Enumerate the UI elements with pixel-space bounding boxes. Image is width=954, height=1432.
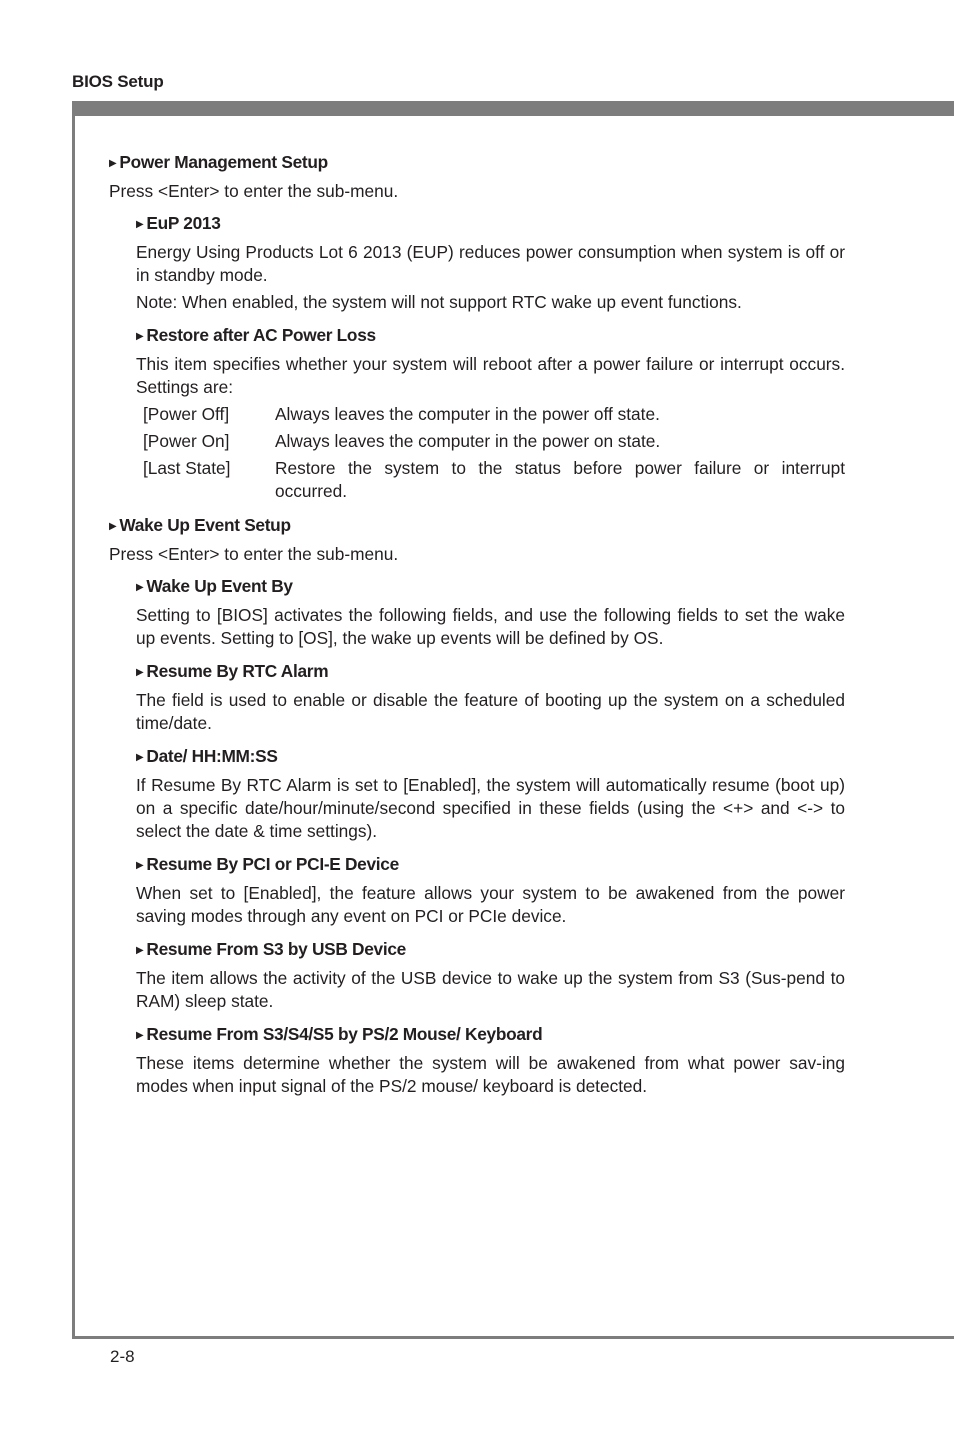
section-title: Wake Up Event Setup (119, 515, 291, 535)
item-paragraph: Energy Using Products Lot 6 2013 (EUP) reduces power consumption when system is off or in standby mode. (136, 242, 845, 285)
item-heading (136, 324, 845, 350)
header-bar (72, 101, 954, 116)
item-date-time (136, 745, 845, 843)
item-resume-from-s3-usb (136, 938, 845, 1013)
item-heading (136, 660, 845, 686)
item-heading (136, 575, 845, 601)
item-paragraph: The item allows the activity of the USB device to wake up the system from S3 (Sus-pend to RAM) sleep state. (136, 968, 845, 1011)
item-restore-ac-power-loss (136, 324, 845, 503)
item-paragraph: If Resume By RTC Alarm is set to [Enabled], the system will automatically resume (boot up) on a specific date/hour/minute/second specified in these fields (using the <+> and <-> to select the date & time settings). (136, 775, 845, 841)
section-title: Power Management Setup (119, 152, 328, 172)
item-title: EuP 2013 (146, 213, 221, 233)
section-wake-up-event (109, 514, 845, 1098)
triangle-bullet-icon: ▶ (136, 219, 144, 230)
triangle-bullet-icon: ▶ (136, 331, 144, 342)
item-heading (136, 1023, 845, 1049)
item-note: Note: When enabled, the system will not support RTC wake up event functions. (136, 292, 742, 312)
item-title: Resume By RTC Alarm (146, 661, 329, 681)
item-paragraph: When set to [Enabled], the feature allows your system to be awakened from the power saving modes through any event on PCI or PCIe device. (136, 883, 845, 926)
triangle-bullet-icon: ▶ (136, 945, 144, 956)
option-key: [Power Off] (143, 404, 230, 424)
option-row (136, 430, 845, 453)
left-border-rule (72, 101, 75, 1339)
item-title: Resume From S3 by USB Device (146, 939, 406, 959)
item-resume-from-ps2 (136, 1023, 845, 1098)
item-resume-by-rtc-alarm (136, 660, 845, 735)
item-paragraph: The field is used to enable or disable the feature of booting up the system on a scheduled time/date. (136, 690, 845, 733)
triangle-bullet-icon: ▶ (136, 1030, 144, 1041)
section-description: Press <Enter> to enter the sub-menu. (109, 181, 399, 201)
triangle-bullet-icon: ▶ (136, 582, 144, 593)
page-header-title: BIOS Setup (72, 72, 164, 91)
option-key: [Last State] (143, 458, 231, 478)
triangle-bullet-icon: ▶ (136, 860, 144, 871)
item-title: Restore after AC Power Loss (146, 325, 376, 345)
settings-option-list (136, 403, 845, 503)
page-number: 2-8 (110, 1347, 135, 1366)
triangle-bullet-icon: ▶ (109, 158, 117, 169)
item-title: Resume From S3/S4/S5 by PS/2 Mouse/ Keyboard (146, 1024, 543, 1044)
bottom-border-rule (72, 1336, 954, 1339)
option-description: Always leaves the computer in the power on state. (275, 431, 661, 451)
section-description: Press <Enter> to enter the sub-menu. (109, 544, 399, 564)
item-wake-up-event-by (136, 575, 845, 650)
option-key: [Power On] (143, 431, 230, 451)
triangle-bullet-icon: ▶ (109, 521, 117, 532)
section-power-management (109, 151, 845, 503)
item-heading (136, 938, 845, 964)
triangle-bullet-icon: ▶ (136, 667, 144, 678)
item-title: Resume By PCI or PCI-E Device (146, 854, 399, 874)
item-heading (136, 853, 845, 879)
section-heading (109, 151, 845, 177)
item-paragraph: Setting to [BIOS] activates the following fields, and use the following fields to set the wake up events. Setting to [OS], the wake up events will be defined by OS. (136, 605, 845, 648)
option-description: Always leaves the computer in the power off state. (275, 404, 660, 424)
item-eup-2013 (136, 212, 845, 314)
item-heading (136, 745, 845, 771)
triangle-bullet-icon: ▶ (136, 752, 144, 763)
option-row (136, 403, 845, 426)
item-heading (136, 212, 845, 238)
item-paragraph: These items determine whether the system will be awakened from what power sav-ing modes when input signal of the PS/2 mouse/ keyboard is detected. (136, 1053, 845, 1096)
item-paragraph: This item specifies whether your system will reboot after a power failure or interrupt occurs. Settings are: (136, 354, 845, 397)
item-resume-by-pci-device (136, 853, 845, 928)
item-title: Date/ HH:MM:SS (146, 746, 278, 766)
item-title: Wake Up Event By (146, 576, 293, 596)
option-description: Restore the system to the status before power failure or interrupt occurred. (275, 458, 845, 501)
option-row (136, 457, 845, 503)
section-heading (109, 514, 845, 540)
page-content (109, 151, 845, 1098)
